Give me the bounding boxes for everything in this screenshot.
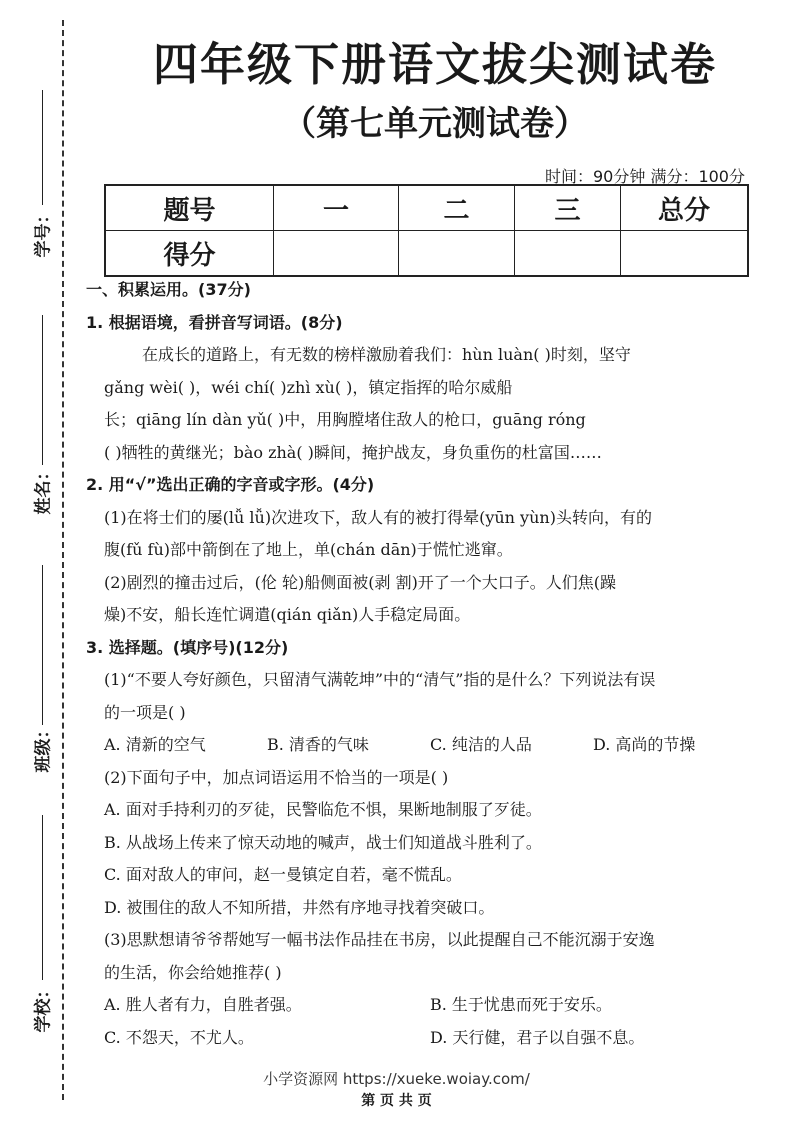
- score-table: [104, 184, 749, 277]
- question-title: 3. 选择题。(填序号)(12分): [86, 637, 289, 657]
- score-cell-label: 得分: [105, 231, 274, 277]
- question-line: (1)“不要人夸好颜色，只留清气满乾坤”中的“清气”指的是什么？下列说法有误: [104, 670, 656, 689]
- question-title: 1. 根据语境，看拼音写词语。(8分): [86, 312, 343, 332]
- score-input-part1[interactable]: [274, 231, 399, 277]
- option-row: [86, 1022, 756, 1055]
- score-cell-label: 题号: [105, 185, 274, 231]
- question-title: 2. 用“√”选出正确的字音或字形。(4分): [86, 475, 375, 494]
- binding-dashed-line: [62, 20, 64, 1100]
- name-label: 姓名：: [33, 463, 54, 515]
- page-title: 四年级下册语文拔尖测试卷: [152, 38, 717, 91]
- question-line: gǎng wèi( )，wéi chí( )zhì xù( )，镇定指挥的哈尔威船: [104, 377, 513, 397]
- score-cell-part2: 二: [399, 185, 515, 231]
- class-field[interactable]: [22, 565, 52, 780]
- score-cell-part1: 一: [274, 185, 399, 231]
- source-watermark: 小学资源网 https://xueke.woiay.com/: [263, 1070, 530, 1088]
- option-a[interactable]: A. 胜人者有力，自胜者强。: [104, 995, 302, 1014]
- school-label: 学校：: [33, 981, 54, 1033]
- page-number: 第 页 共 页: [361, 1093, 432, 1109]
- option-row: [86, 729, 756, 762]
- option-c[interactable]: C. 不怨天，不尤人。: [104, 1027, 254, 1047]
- student-no-field[interactable]: [22, 90, 52, 270]
- section-heading: 一、积累运用。(37分): [86, 280, 251, 299]
- question-line: 腹(fǔ fù)部中箭倒在了地上，单(chán dān)于慌忙逃窜。: [104, 540, 513, 559]
- question-line: (2)剧烈的撞击过后，(伦 轮)船侧面被(剥 割)开了一个大口子。人们焦(躁: [104, 572, 617, 592]
- option-d[interactable]: D. 高尚的节操: [593, 735, 696, 754]
- time-score-info: 时间：90分钟 满分：100分: [545, 167, 745, 186]
- score-table-score-row: [105, 231, 748, 277]
- option-a[interactable]: A. 清新的空气: [104, 735, 206, 754]
- option-b[interactable]: B. 从战场上传来了惊天动地的喊声，战士们知道战斗胜利了。: [104, 832, 542, 852]
- option-a[interactable]: A. 面对手持利刃的歹徒，民警临危不惧，果断地制服了歹徒。: [104, 800, 542, 819]
- question-line: 在成长的道路上，有无数的榜样激励着我们：hùn luàn( )时刻，坚守: [142, 345, 631, 364]
- question-line: (2)下面句子中，加点词语运用不恰当的一项是( ): [104, 767, 449, 787]
- option-row: [86, 989, 756, 1022]
- option-c[interactable]: C. 纯洁的人品: [430, 735, 532, 754]
- question-line: 燥)不安，船长连忙调遣(qián qiǎn)人手稳定局面。: [104, 605, 471, 624]
- option-b[interactable]: B. 生于忧患而死于安乐。: [430, 995, 612, 1014]
- exam-content: [86, 274, 756, 1054]
- score-input-part3[interactable]: [515, 231, 621, 277]
- student-no-label: 学号：: [33, 206, 54, 258]
- class-label: 班级：: [33, 721, 54, 773]
- question-line: 的生活，你会给她推荐( ): [104, 962, 282, 982]
- page-subtitle: （第七单元测试卷）: [282, 104, 588, 144]
- score-cell-part3: 三: [515, 185, 621, 231]
- school-field[interactable]: [22, 815, 52, 1040]
- option-c[interactable]: C. 面对敌人的审问，赵一曼镇定自若，毫不慌乱。: [104, 865, 462, 884]
- question-line: (3)思默想请爷爷帮她写一幅书法作品挂在书房，以此提醒自己不能沉溺于安逸: [104, 930, 655, 949]
- score-input-total[interactable]: [621, 231, 749, 277]
- question-line: ( )牺牲的黄继光；bào zhà( )瞬间，掩护战友，身负重伤的杜富国……: [104, 442, 602, 462]
- option-d[interactable]: D. 被围住的敌人不知所措，井然有序地寻找着突破口。: [104, 897, 495, 917]
- score-input-part2[interactable]: [399, 231, 515, 277]
- question-line: 长；qiāng lín dàn yǔ( )中，用胸膛堵住敌人的枪口，guāng róng: [104, 410, 586, 429]
- score-table-header-row: [105, 185, 748, 231]
- score-cell-total: 总分: [621, 185, 749, 231]
- question-line: (1)在将士们的屡(lǚ lǚ)次进攻下，敌人有的被打得晕(yūn yùn)头转向，有的: [104, 507, 652, 527]
- option-b[interactable]: B. 清香的气味: [267, 735, 369, 754]
- question-line: 的一项是( ): [104, 702, 186, 722]
- name-field[interactable]: [22, 315, 52, 530]
- option-d[interactable]: D. 天行健，君子以自强不息。: [430, 1027, 645, 1047]
